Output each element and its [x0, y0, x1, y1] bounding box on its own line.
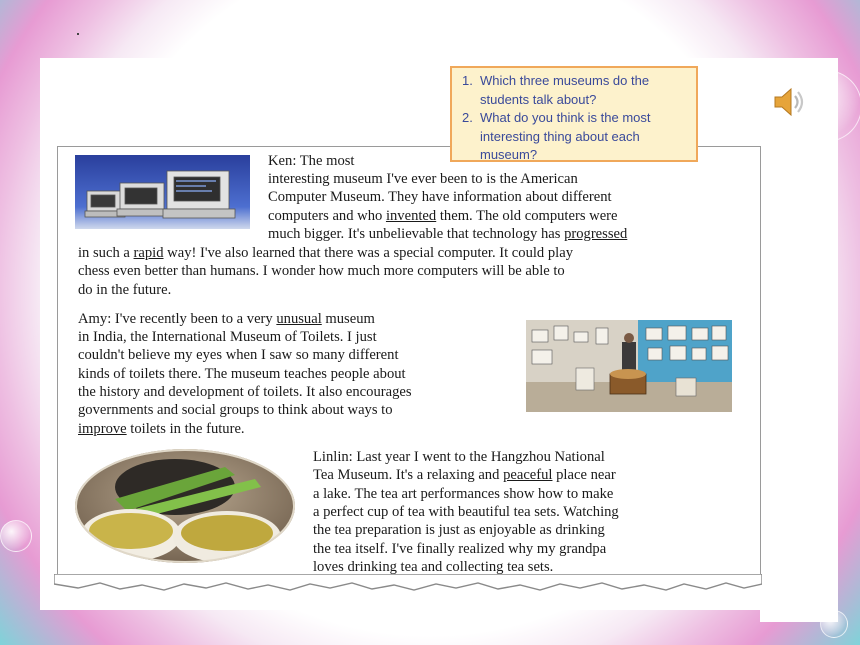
amy-line-7	[78, 420, 245, 438]
ken-line-8: do in the future.	[78, 282, 172, 298]
question-text: What do you think is the most interesting thing about each museum?	[480, 110, 651, 162]
amy-line-3: couldn't believe my eyes when I saw so many different	[78, 347, 399, 363]
linlin-line-5: the tea preparation is just as enjoyable as drinking	[313, 522, 605, 538]
question-item	[462, 72, 690, 109]
amy-line-2: in India, the International Museum of Toilets. I just	[78, 329, 377, 345]
ken-line-7: chess even better than humans. I wonder how much more computers will be able to	[78, 263, 565, 279]
linlin-line-1: Linlin: Last year I went to the Hangzhou National	[313, 449, 605, 465]
ken-line-1: Ken: The most	[268, 153, 355, 169]
question-box	[450, 66, 698, 162]
text-span: them. The old computers were	[436, 208, 618, 224]
old-computers-image	[75, 155, 250, 229]
amy-line-4: kinds of toilets there. The museum teaches people about	[78, 366, 406, 382]
ken-line-6	[78, 244, 573, 262]
amy-line-1	[78, 310, 375, 328]
text-span: computers and who	[268, 208, 386, 224]
text-span: museum	[321, 311, 375, 327]
vocab-rapid: rapid	[133, 245, 164, 261]
white-block	[760, 544, 838, 622]
vocab-peaceful: peaceful	[503, 467, 553, 483]
text-span: toilets in the future.	[126, 421, 245, 437]
linlin-line-6: the tea itself. I've finally realized why my grandpa	[313, 541, 607, 557]
ken-line-5	[268, 225, 627, 243]
linlin-line-4: a perfect cup of tea with beautiful tea sets. Watching	[313, 504, 619, 520]
amy-line-6: governments and social groups to think about ways to	[78, 402, 393, 418]
text-span: Tea Museum. It's a relaxing and	[313, 467, 504, 483]
torn-paper-edge	[54, 574, 762, 596]
text-span: in such a	[78, 245, 134, 261]
text-span: way! I've also learned that there was a special computer. It could play	[163, 245, 574, 261]
linlin-line-2	[313, 466, 616, 484]
linlin-line-7: loves drinking tea and collecting tea sets.	[313, 559, 554, 575]
vocab-improve: improve	[78, 421, 127, 437]
amy-line-5: the history and development of toilets. It also encourages	[78, 384, 412, 400]
ken-line-4	[268, 207, 618, 225]
question-number: 1.	[462, 73, 473, 88]
text-span: place near	[552, 467, 616, 483]
toilet-museum-image	[526, 320, 732, 412]
text-span: Amy: I've recently been to a very	[78, 311, 277, 327]
vocab-invented: invented	[385, 208, 437, 224]
question-number: 2.	[462, 110, 473, 125]
decor-bubble	[0, 520, 32, 552]
text-span: much bigger. It's unbelievable that technology has	[268, 226, 565, 242]
ken-line-3: Computer Museum. They have information about different	[268, 189, 612, 205]
ken-line-2: interesting museum I've ever been to is the American	[268, 171, 578, 187]
question-text: Which three museums do the students talk about?	[480, 73, 650, 107]
tea-cups-image	[75, 449, 295, 563]
question-item	[462, 109, 690, 165]
speaker-icon[interactable]	[772, 84, 808, 120]
linlin-line-3: a lake. The tea art performances show how to make	[313, 486, 614, 502]
stray-dot	[77, 33, 79, 35]
vocab-unusual: unusual	[276, 311, 322, 327]
vocab-progressed: progressed	[564, 226, 628, 242]
